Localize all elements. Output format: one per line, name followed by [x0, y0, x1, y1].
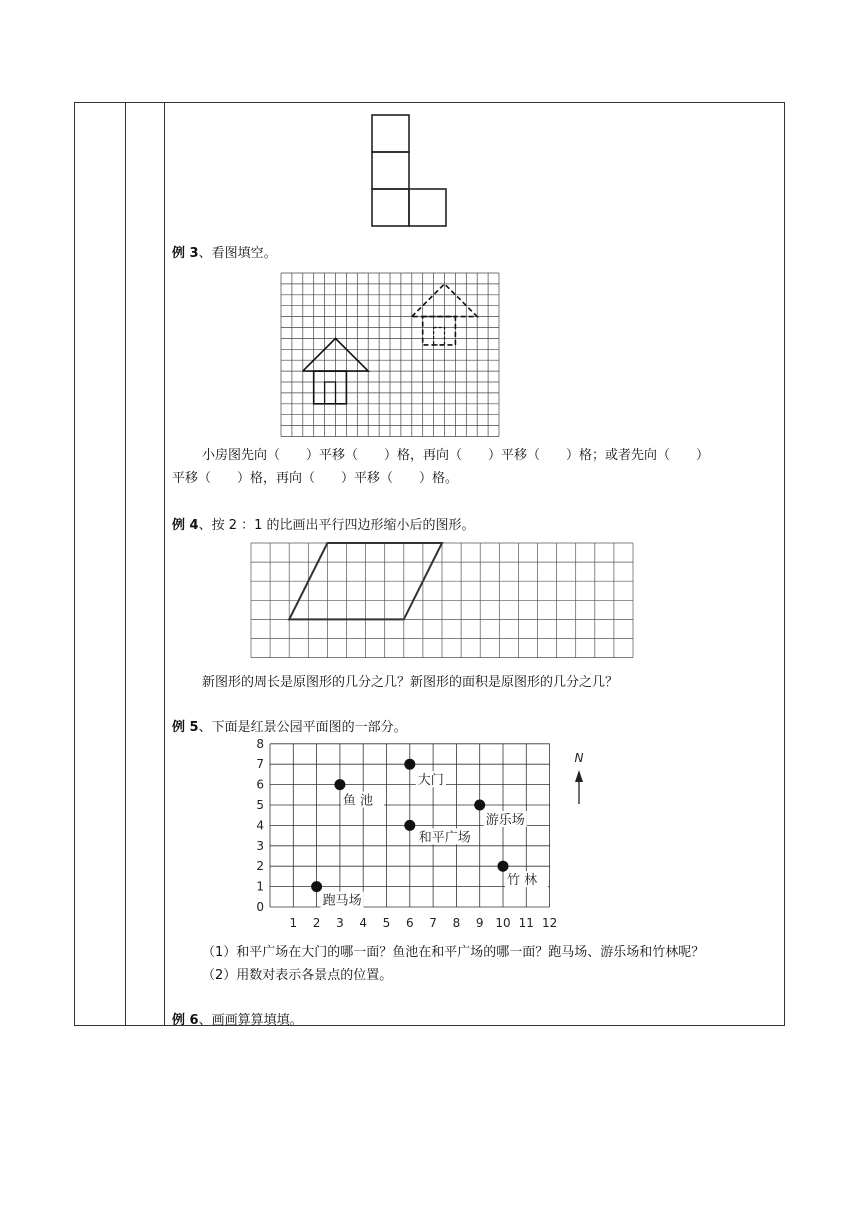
location-label: 大门 [417, 773, 444, 789]
column-divider [164, 103, 165, 1025]
y-tick-label: 7 [256, 757, 264, 772]
house-body [314, 371, 347, 404]
location-point [334, 779, 345, 790]
x-tick-label: 5 [382, 916, 391, 930]
location-point [498, 861, 509, 872]
y-tick-label: 1 [256, 879, 264, 894]
location-point [474, 800, 485, 811]
ex3-line1: 小房图先向（ ）平移（ ）格，再向（ ）平移（ ）格；或者先向（ ） [202, 448, 710, 463]
y-tick-label: 4 [256, 818, 264, 833]
location-label: 和平广场 [418, 830, 471, 846]
parallelogram-grid-figure [250, 542, 634, 662]
y-tick-label: 8 [256, 736, 264, 751]
dashed-house-door [434, 328, 445, 345]
location-point [404, 820, 415, 831]
x-tick-label: 3 [336, 916, 344, 930]
location-point [404, 759, 415, 770]
ex5-label: 例 5 [172, 720, 199, 735]
x-tick-label: 1 [289, 916, 298, 930]
ex5-title: 、下面是红景公园平面图的一部分。 [198, 720, 407, 735]
y-tick-label: 5 [256, 798, 264, 812]
house-grid-figure [280, 272, 502, 436]
location-label: 游乐场 [485, 813, 525, 828]
x-tick-label: 4 [359, 916, 368, 930]
x-tick-label: 6 [405, 916, 414, 930]
x-tick-label: 10 [495, 916, 511, 930]
column-divider [125, 103, 126, 1025]
ex3-title: 、看图填空。 [198, 246, 277, 261]
dashed-house-body [423, 317, 456, 345]
x-tick-label: 2 [312, 916, 321, 930]
x-tick-label: 11 [518, 916, 534, 930]
location-point [311, 881, 322, 892]
ex4-title: 、按 2 ：1 的比画出平行四边形缩小后的图形。 [198, 518, 475, 533]
ex3-line2: 平移（ ）格，再向（ ）平移（ ）格。 [172, 471, 459, 486]
x-tick-label: 9 [475, 916, 484, 930]
ex4-heading [172, 517, 475, 534]
y-tick-label: 3 [256, 838, 264, 853]
ex3-heading [172, 245, 277, 262]
ex6-label: 例 6 [172, 1013, 199, 1028]
x-tick-label: 8 [452, 916, 461, 930]
north-arrow-head [575, 770, 583, 782]
ex3-label: 例 3 [172, 246, 199, 261]
north-label: N [574, 751, 584, 765]
x-tick-label: 12 [541, 916, 558, 930]
y-tick-label: 2 [256, 859, 264, 874]
ex4-label: 例 4 [172, 518, 199, 533]
ex5-heading [172, 719, 407, 736]
ex6-heading [172, 1012, 303, 1029]
park-map-chart [250, 736, 590, 934]
location-label: 跑马场 [322, 893, 362, 909]
y-tick-label: 0 [256, 900, 264, 914]
location-label: 竹 林 [507, 873, 538, 889]
x-tick-label: 7 [429, 916, 437, 930]
ex5-q1: （1）和平广场在大门的哪一面？鱼池在和平广场的哪一面？跑马场、游乐场和竹林呢？ [202, 945, 705, 960]
ex5-q2: （2）用数对表示各景点的位置。 [202, 968, 393, 983]
l-shape-figure [370, 113, 450, 228]
y-tick-label: 6 [256, 777, 264, 792]
ex4-question: 新图形的周长是原图形的几分之几？新图形的面积是原图形的几分之几？ [202, 675, 619, 690]
location-label: 鱼 池 [342, 793, 374, 809]
ex6-title: 、画画算算填填。 [198, 1013, 303, 1028]
